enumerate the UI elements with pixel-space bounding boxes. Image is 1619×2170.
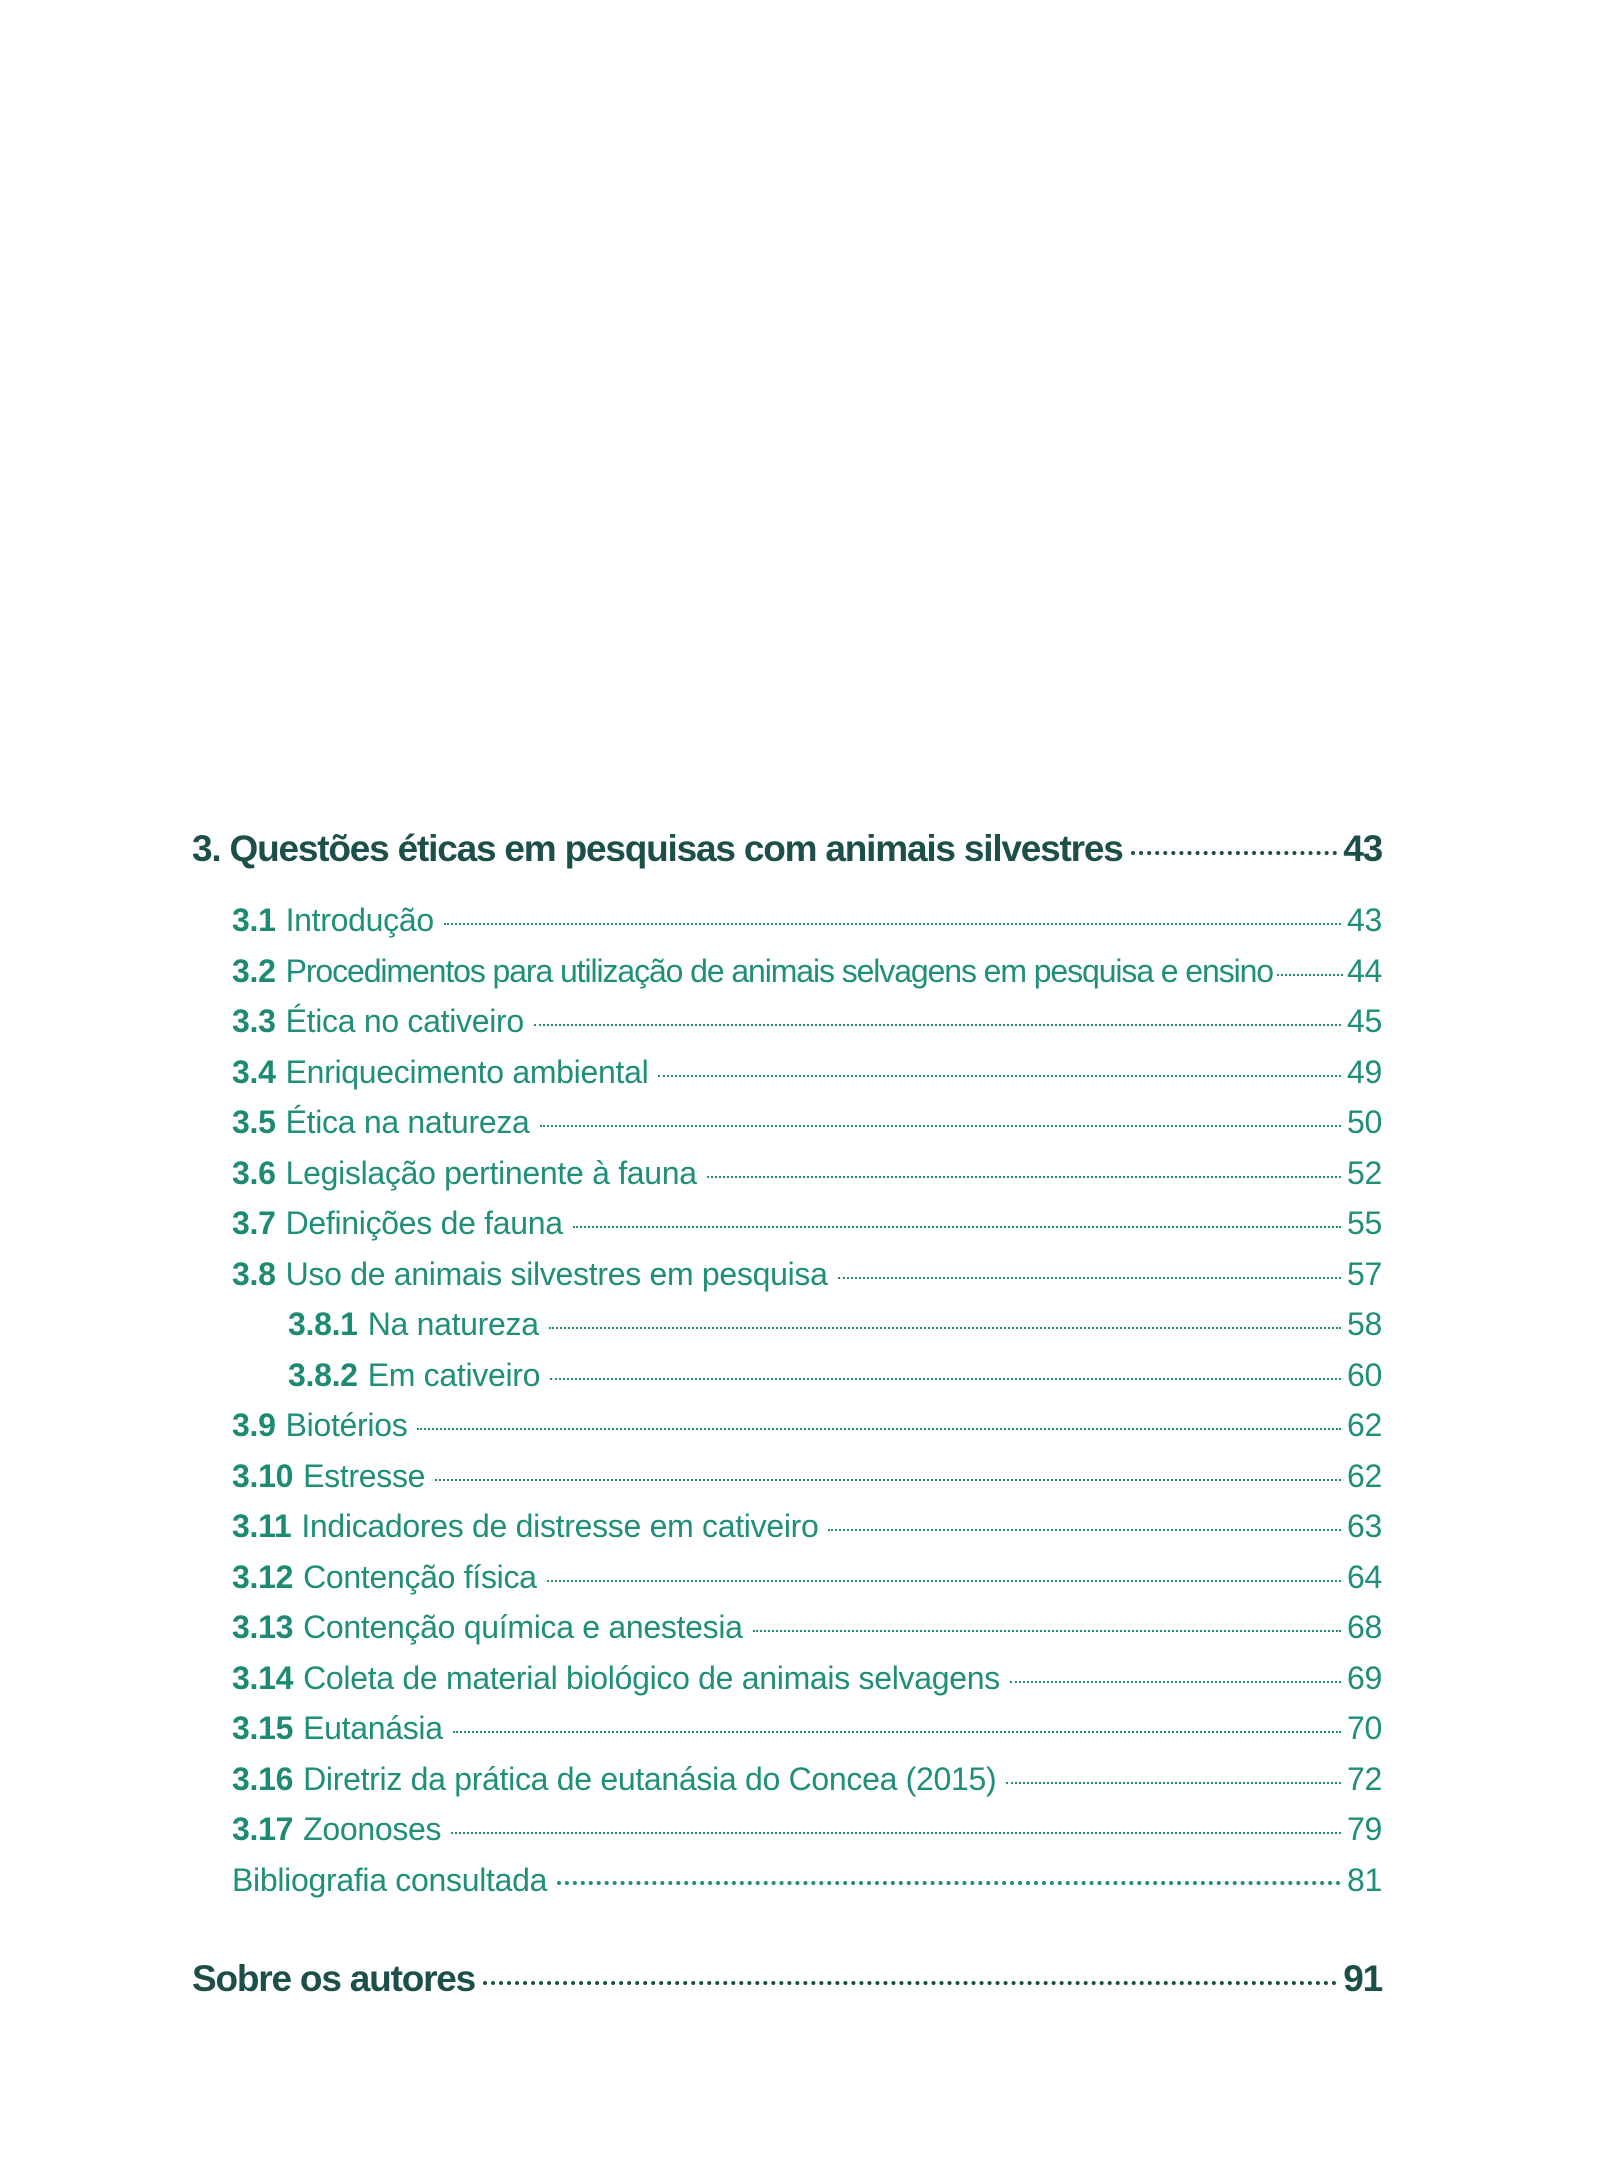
entry-page-number: 68 bbox=[1347, 1609, 1382, 1645]
toc-entry-3-13[interactable] bbox=[192, 1609, 1382, 1660]
entry-page-number: 52 bbox=[1347, 1154, 1382, 1191]
entry-page-number: 50 bbox=[1347, 1104, 1382, 1140]
entry-number: 3.13 bbox=[232, 1609, 294, 1645]
dot-leader bbox=[658, 1075, 1341, 1077]
entry-page-number: 81 bbox=[1347, 1861, 1382, 1898]
toc-chapter-3[interactable] bbox=[192, 828, 1382, 886]
toc-entry-3-1[interactable] bbox=[192, 902, 1382, 953]
about-page-number: 91 bbox=[1343, 1958, 1382, 1999]
toc-entry-3-5[interactable] bbox=[192, 1104, 1382, 1155]
entry-title: Introdução bbox=[285, 902, 434, 938]
dot-leader bbox=[435, 1479, 1341, 1481]
toc-entry-3-8-2[interactable] bbox=[192, 1357, 1382, 1408]
dot-leader bbox=[547, 1580, 1341, 1582]
entry-title: Indicadores de distresse em cativeiro bbox=[301, 1508, 819, 1544]
toc-entry-3-15[interactable] bbox=[192, 1710, 1382, 1761]
dot-leader bbox=[540, 1125, 1341, 1127]
toc-entry-3-4[interactable] bbox=[192, 1054, 1382, 1105]
entry-title: Em cativeiro bbox=[367, 1356, 541, 1393]
dot-leader bbox=[1006, 1782, 1341, 1784]
dot-leader bbox=[753, 1630, 1341, 1632]
dot-leader bbox=[1010, 1681, 1341, 1683]
entry-title: Definições de fauna bbox=[285, 1205, 563, 1241]
entry-title: Coleta de material biológico de animais selvagens bbox=[303, 1659, 1000, 1696]
toc-entry-3-8-1[interactable] bbox=[192, 1306, 1382, 1357]
dot-leader bbox=[417, 1428, 1341, 1430]
entry-title: Diretriz da prática de eutanásia do Concea (2015) bbox=[303, 1760, 997, 1797]
toc-entry-bibliography[interactable] bbox=[192, 1862, 1382, 1913]
entry-number: 3.3 bbox=[232, 1003, 276, 1039]
entry-number: 3.17 bbox=[232, 1811, 294, 1847]
about-title: Sobre os autores bbox=[192, 1958, 476, 1999]
dot-leader bbox=[828, 1529, 1341, 1531]
entry-title: Biotérios bbox=[285, 1407, 408, 1443]
entry-number: 3.5 bbox=[232, 1104, 276, 1140]
entry-page-number: 45 bbox=[1347, 1003, 1382, 1039]
entry-title: Zoonoses bbox=[303, 1811, 442, 1847]
entry-number: 3.15 bbox=[232, 1710, 294, 1746]
entry-page-number: 57 bbox=[1347, 1255, 1382, 1292]
entry-page-number: 69 bbox=[1347, 1659, 1382, 1696]
toc-entry-3-14[interactable] bbox=[192, 1660, 1382, 1711]
dot-leader bbox=[707, 1176, 1341, 1178]
dot-leader bbox=[550, 1378, 1341, 1380]
entry-page-number: 64 bbox=[1347, 1558, 1382, 1595]
chapter-title: 3. Questões éticas em pesquisas com animais silvestres bbox=[192, 828, 1123, 869]
dot-leader bbox=[1277, 974, 1343, 976]
entry-number: 3.12 bbox=[232, 1558, 294, 1595]
entry-page-number: 62 bbox=[1347, 1457, 1382, 1494]
entry-title: Procedimentos para utilização de animais selvagens em pesquisa e ensino bbox=[285, 952, 1273, 989]
entry-title: Uso de animais silvestres em pesquisa bbox=[285, 1255, 828, 1292]
entry-title: Eutanásia bbox=[303, 1710, 443, 1746]
entry-number: 3.7 bbox=[232, 1205, 276, 1241]
toc-about-authors[interactable] bbox=[192, 1958, 1382, 2016]
dot-leader bbox=[444, 923, 1341, 925]
dot-leader bbox=[557, 1881, 1341, 1885]
entry-number: 3.8.1 bbox=[288, 1306, 358, 1342]
dot-leader bbox=[483, 1981, 1337, 1985]
dot-leader bbox=[534, 1024, 1341, 1026]
chapter-page-number: 43 bbox=[1343, 828, 1382, 869]
entry-page-number: 62 bbox=[1347, 1407, 1382, 1443]
toc-entry-3-16[interactable] bbox=[192, 1761, 1382, 1812]
entry-number: 3.6 bbox=[232, 1154, 276, 1191]
entry-page-number: 70 bbox=[1347, 1710, 1382, 1746]
entry-page-number: 49 bbox=[1347, 1053, 1382, 1090]
entry-title: Estresse bbox=[303, 1457, 426, 1494]
entry-number: 3.11 bbox=[232, 1508, 292, 1544]
entry-number: 3.8 bbox=[232, 1255, 276, 1292]
entry-page-number: 44 bbox=[1347, 952, 1382, 989]
dot-leader bbox=[549, 1327, 1341, 1329]
dot-leader bbox=[573, 1226, 1341, 1228]
toc-entry-3-17[interactable] bbox=[192, 1811, 1382, 1862]
entry-page-number: 63 bbox=[1347, 1508, 1382, 1544]
toc-entry-3-10[interactable] bbox=[192, 1458, 1382, 1509]
toc-entry-3-2[interactable] bbox=[192, 953, 1382, 1004]
entry-number: 3.14 bbox=[232, 1659, 294, 1696]
entry-number: 3.9 bbox=[232, 1407, 276, 1443]
entry-page-number: 79 bbox=[1347, 1811, 1382, 1847]
entry-title: Contenção física bbox=[303, 1558, 537, 1595]
dot-leader bbox=[838, 1277, 1341, 1279]
table-of-contents bbox=[192, 828, 1382, 2016]
entry-number: 3.16 bbox=[232, 1760, 294, 1797]
toc-entry-3-6[interactable] bbox=[192, 1155, 1382, 1206]
dot-leader bbox=[1131, 851, 1338, 855]
entry-page-number: 58 bbox=[1347, 1306, 1382, 1342]
toc-entry-3-9[interactable] bbox=[192, 1407, 1382, 1458]
entry-title: Na natureza bbox=[367, 1306, 539, 1342]
entry-number: 3.2 bbox=[232, 952, 276, 989]
entry-number: 3.4 bbox=[232, 1053, 276, 1090]
entry-page-number: 43 bbox=[1347, 902, 1382, 938]
entry-title: Bibliografia consultada bbox=[232, 1861, 548, 1898]
entry-number: 3.8.2 bbox=[288, 1356, 358, 1393]
entry-title: Contenção química e anestesia bbox=[303, 1609, 743, 1645]
toc-entry-3-3[interactable] bbox=[192, 1003, 1382, 1054]
entry-title: Ética na natureza bbox=[285, 1104, 530, 1140]
entry-number: 3.10 bbox=[232, 1457, 294, 1494]
toc-entry-3-8[interactable] bbox=[192, 1256, 1382, 1307]
entry-page-number: 55 bbox=[1347, 1205, 1382, 1241]
toc-entry-3-11[interactable] bbox=[192, 1508, 1382, 1559]
toc-entry-3-12[interactable] bbox=[192, 1559, 1382, 1610]
entry-page-number: 60 bbox=[1347, 1356, 1382, 1393]
dot-leader bbox=[451, 1832, 1341, 1834]
entry-number: 3.1 bbox=[232, 902, 276, 938]
entry-page-number: 72 bbox=[1347, 1760, 1382, 1797]
entry-title: Enriquecimento ambiental bbox=[285, 1053, 649, 1090]
toc-entry-3-7[interactable] bbox=[192, 1205, 1382, 1256]
entry-title: Ética no cativeiro bbox=[285, 1003, 524, 1039]
dot-leader bbox=[453, 1731, 1341, 1733]
entry-title: Legislação pertinente à fauna bbox=[285, 1154, 697, 1191]
